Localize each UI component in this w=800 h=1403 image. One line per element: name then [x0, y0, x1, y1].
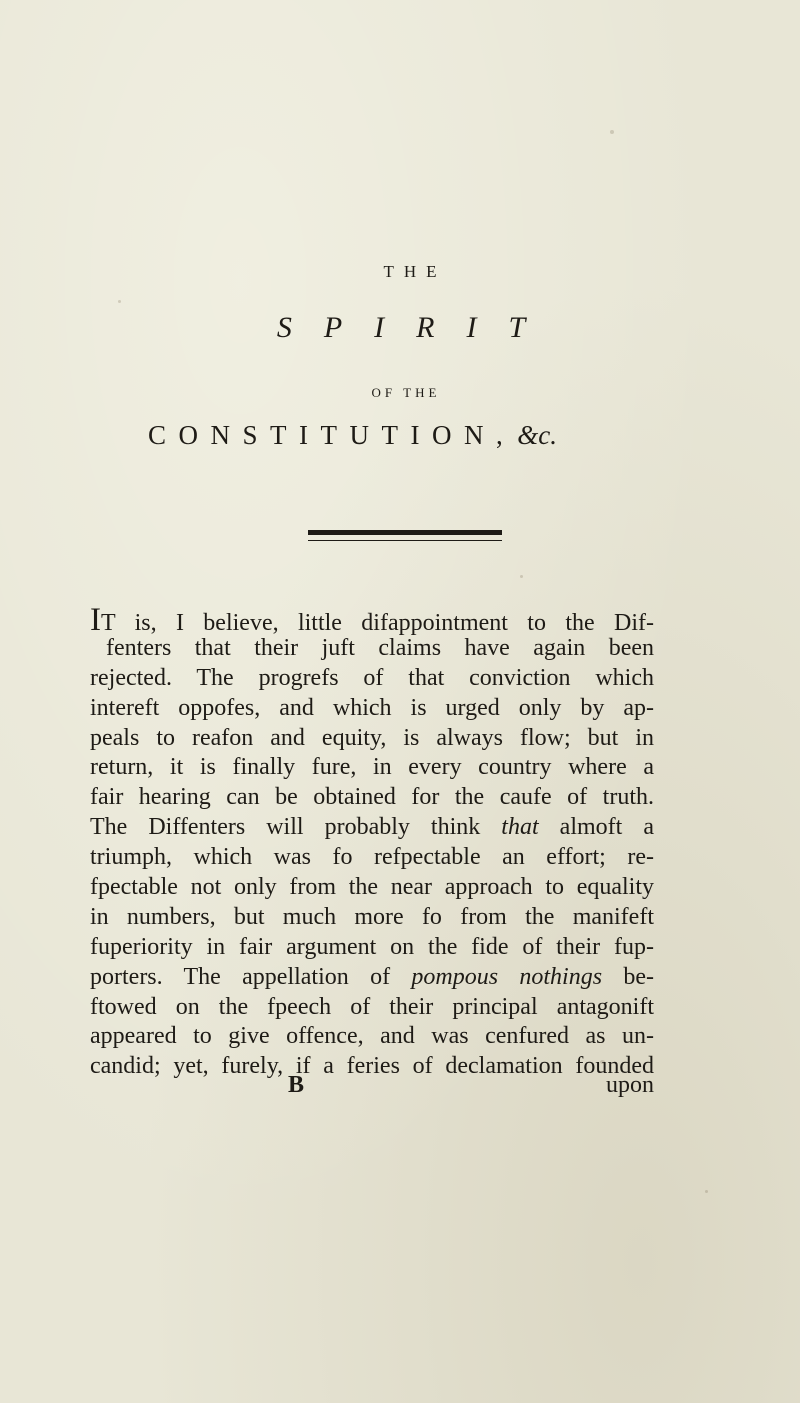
text-line: The Diffenters will probably think that almoft a [90, 814, 654, 841]
text-line: rejected. The progrefs of that conviction which [90, 664, 654, 691]
title-spirit: SPIRIT [276, 311, 558, 344]
ornamental-rule-thin [308, 540, 502, 541]
italic-pompous-nothings: pompous nothings [411, 963, 603, 990]
text-line: appeared to give offence, and was cenfured as un- [90, 1023, 654, 1050]
text-line: fair hearing can be obtained for the caufe of truth. [90, 784, 654, 811]
text-line: fenters that their juft claims have again been [106, 634, 654, 661]
text-line: triumph, which was fo refpectable an effort; re- [90, 844, 654, 871]
title-the: THE [383, 262, 447, 281]
title-of-the: OF THE [371, 385, 441, 400]
text-line: candid; yet, furely, if a feries of declamation founded [90, 1053, 654, 1080]
paper-blemish [118, 300, 121, 303]
text-line: IT is, I believe, little difappointment to the Dif- [90, 602, 654, 638]
title-etc: &c. [517, 420, 557, 450]
italic-that: that [501, 814, 539, 841]
catchword: upon [606, 1072, 654, 1098]
paper-blemish [705, 1190, 708, 1193]
text-line: intereft oppofes, and which is urged only by ap- [90, 694, 654, 721]
page-footer [90, 1072, 654, 1102]
text-line: peals to reafon and equity, is always flow; but in [90, 724, 654, 751]
paper-blemish [520, 575, 523, 578]
text-line: fuperiority in fair argument on the fide of their fup- [90, 933, 654, 960]
text-line: return, it is finally fure, in every country where a [90, 754, 654, 781]
title-constitution-word: CONSTITUTION, [148, 420, 516, 450]
text-line: fpectable not only from the near approach to equality [90, 874, 654, 901]
body-text [90, 604, 654, 1082]
text-line: ftowed on the fpeech of their principal antagonift [90, 993, 654, 1020]
ornamental-rule-thick [308, 530, 502, 535]
drop-cap: I [90, 602, 101, 638]
paper-blemish [610, 130, 614, 134]
text-line: in numbers, but much more fo from the manifeft [90, 903, 654, 930]
text-line: porters. The appellation of pompous nothings be- [90, 963, 654, 990]
title-constitution [148, 420, 668, 451]
signature-mark: B [288, 1072, 305, 1098]
